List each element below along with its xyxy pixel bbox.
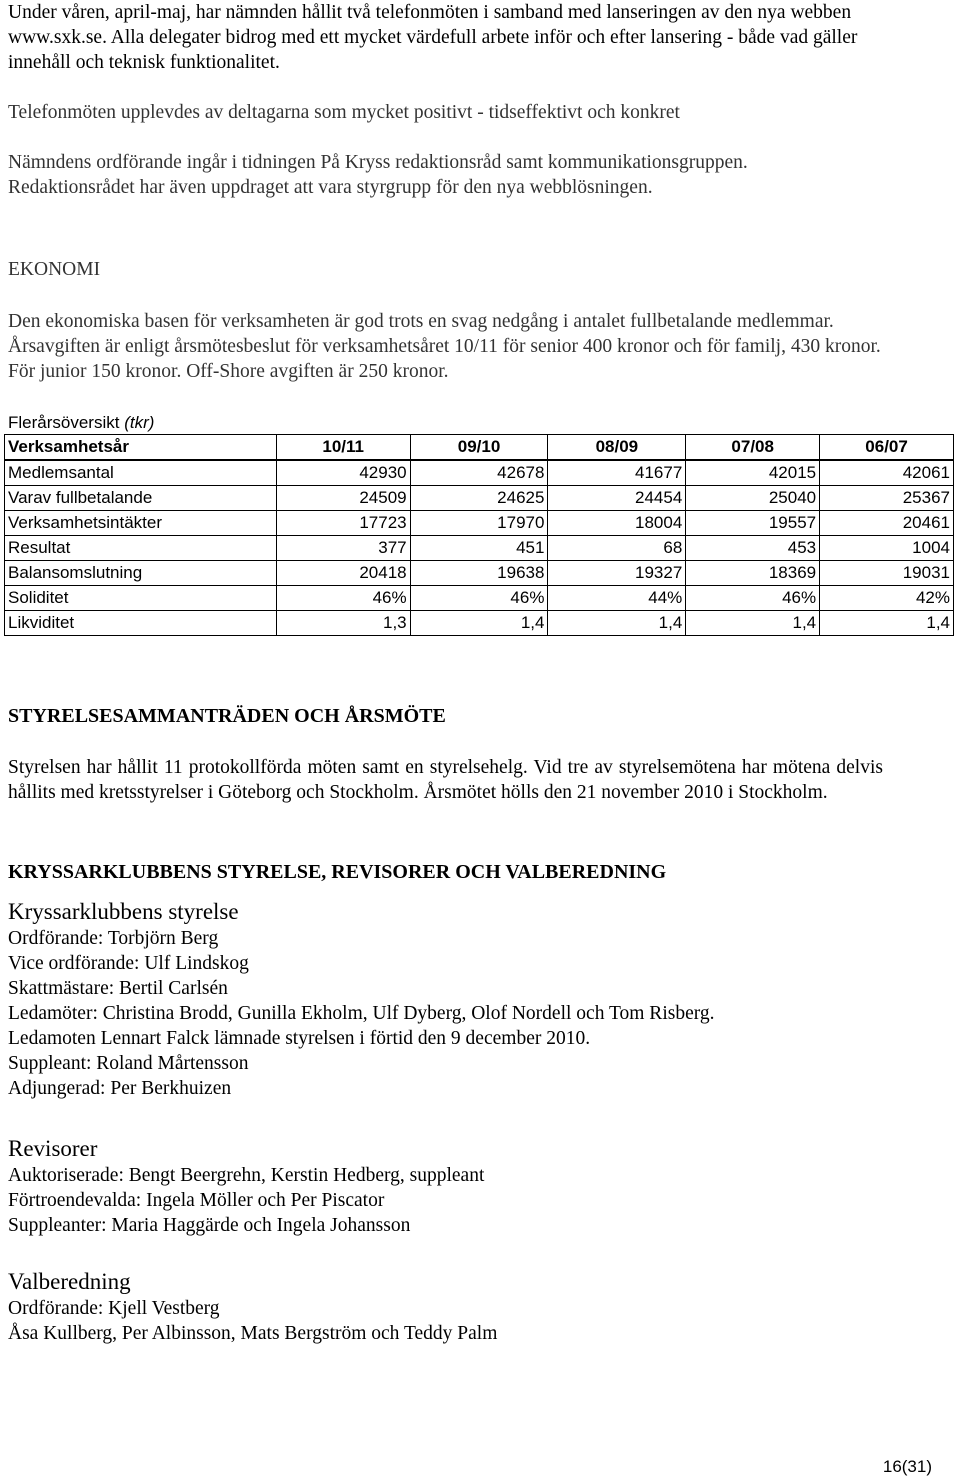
table-cell: 1,3 bbox=[276, 611, 410, 636]
styrelse-list bbox=[8, 926, 715, 1101]
intro-paragraph-1: Under våren, april-maj, har nämnden hållit två telefonmöten i samband med lanseringen av den nya webben www.sxk.se. Alla delegater bidrog med ett mycket värdefull arbete inför och efter lansering - både vad gäller innehåll och teknisk funktionalitet. bbox=[8, 2, 858, 73]
styrelse-line: Ledamoten Lennart Falck lämnade styrelsen i förtid den 9 december 2010. bbox=[8, 1028, 591, 1049]
table-cell: 17723 bbox=[276, 511, 410, 536]
table-cell: 377 bbox=[276, 536, 410, 561]
table-cell: 25040 bbox=[686, 486, 820, 511]
table-cell: 18004 bbox=[548, 511, 686, 536]
table-cell: 44% bbox=[548, 586, 686, 611]
page-number: 16(31) bbox=[882, 1457, 932, 1476]
table-row bbox=[5, 536, 954, 561]
valberedning-title: Valberedning bbox=[8, 1269, 131, 1294]
valberedning-list bbox=[8, 1296, 497, 1346]
table-cell: 42061 bbox=[820, 461, 954, 486]
table-cell: 46% bbox=[686, 586, 820, 611]
table-cell: 42930 bbox=[276, 461, 410, 486]
row-label: Verksamhetsintäkter bbox=[5, 511, 277, 536]
kryssarklubben-heading: KRYSSARKLUBBENS STYRELSE, REVISORER OCH VALBEREDNING bbox=[8, 861, 667, 883]
row-label: Balansomslutning bbox=[5, 561, 277, 586]
table-row bbox=[5, 561, 954, 586]
styrelse-line: Adjungerad: Per Berkhuizen bbox=[8, 1078, 232, 1099]
table-cell: 18369 bbox=[686, 561, 820, 586]
table-cell: 19557 bbox=[686, 511, 820, 536]
table-cell: 451 bbox=[410, 536, 548, 561]
table-row bbox=[5, 586, 954, 611]
table-row bbox=[5, 461, 954, 486]
table-cell: 453 bbox=[686, 536, 820, 561]
table-cell: 1,4 bbox=[410, 611, 548, 636]
intro-paragraph-3a: Nämndens ordförande ingår i tidningen På Kryss redaktionsråd samt kommunikationsgruppen. bbox=[8, 152, 748, 173]
table-title-text: Flerårsöversikt bbox=[8, 413, 120, 432]
revisorer-line: Förtroendevalda: Ingela Möller och Per Piscator bbox=[8, 1190, 385, 1211]
table-cell: 19031 bbox=[820, 561, 954, 586]
row-label: Varav fullbetalande bbox=[5, 486, 277, 511]
ekonomi-heading: EKONOMI bbox=[8, 259, 101, 280]
intro-paragraph-2: Telefonmöten upplevdes av deltagarna som mycket positivt - tidseffektivt och konkret bbox=[8, 102, 680, 123]
header-cell: 10/11 bbox=[276, 435, 410, 460]
table-title bbox=[8, 412, 154, 434]
table-unit: (tkr) bbox=[124, 413, 155, 432]
valberedning-line: Ordförande: Kjell Vestberg bbox=[8, 1298, 220, 1319]
ekonomi-text: Den ekonomiska basen för verksamheten är god trots en svag nedgång i antalet fullbetalande medlemmar. Årsavgiften är enligt årsmötesbeslut för verksamhetsåret 10/11 för senior 400 kronor och för familj, 430 kronor. För junior 150 kronor. Off-Shore avgiften är 250 kronor. bbox=[8, 311, 881, 382]
table-row bbox=[5, 511, 954, 536]
multi-year-table bbox=[4, 434, 954, 636]
styrelse-moten-text: Styrelsen har hållit 11 protokollförda möten samt en styrelsehelg. Vid tre av styrelsemötena har mötena delvis hållits med kretsstyrelser i Göteborg och Stockholm. Årsmötet hölls den 21 november 2010 i Stockholm. bbox=[8, 757, 883, 803]
valberedning-line: Åsa Kullberg, Per Albinsson, Mats Bergström och Teddy Palm bbox=[8, 1323, 498, 1344]
table-cell: 19327 bbox=[548, 561, 686, 586]
row-label: Resultat bbox=[5, 536, 277, 561]
revisorer-title: Revisorer bbox=[8, 1136, 98, 1161]
table-cell: 42678 bbox=[410, 461, 548, 486]
table-cell: 42015 bbox=[686, 461, 820, 486]
table-cell: 19638 bbox=[410, 561, 548, 586]
header-cell: 07/08 bbox=[686, 435, 820, 460]
intro-paragraph-3b: Redaktionsrådet har även uppdraget att vara styrgrupp för den nya webblösningen. bbox=[8, 177, 653, 198]
table-cell: 1004 bbox=[820, 536, 954, 561]
header-cell: 09/10 bbox=[410, 435, 548, 460]
styrelse-line: Ordförande: Torbjörn Berg bbox=[8, 928, 219, 949]
table-cell: 17970 bbox=[410, 511, 548, 536]
table-cell: 1,4 bbox=[548, 611, 686, 636]
table-cell: 68 bbox=[548, 536, 686, 561]
table-cell: 41677 bbox=[548, 461, 686, 486]
header-cell: 08/09 bbox=[548, 435, 686, 460]
styrelse-title: Kryssarklubbens styrelse bbox=[8, 899, 239, 924]
revisorer-line: Suppleanter: Maria Haggärde och Ingela Johansson bbox=[8, 1215, 411, 1236]
table-cell: 1,4 bbox=[686, 611, 820, 636]
styrelse-line: Skattmästare: Bertil Carlsén bbox=[8, 978, 228, 999]
table-row bbox=[5, 611, 954, 636]
styrelse-line: Suppleant: Roland Mårtensson bbox=[8, 1053, 249, 1074]
styrelse-line: Vice ordförande: Ulf Lindskog bbox=[8, 953, 249, 974]
table-cell: 25367 bbox=[820, 486, 954, 511]
table-cell: 46% bbox=[276, 586, 410, 611]
revisorer-list bbox=[8, 1163, 484, 1238]
table-row bbox=[5, 486, 954, 511]
header-cell: 06/07 bbox=[820, 435, 954, 460]
table-cell: 20418 bbox=[276, 561, 410, 586]
table-cell: 24625 bbox=[410, 486, 548, 511]
row-label: Likviditet bbox=[5, 611, 277, 636]
table-cell: 46% bbox=[410, 586, 548, 611]
table-cell: 24509 bbox=[276, 486, 410, 511]
table-header-row bbox=[5, 435, 954, 460]
table-cell: 42% bbox=[820, 586, 954, 611]
revisorer-line: Auktoriserade: Bengt Beergrehn, Kerstin Hedberg, suppleant bbox=[8, 1165, 485, 1186]
header-cell: Verksamhetsår bbox=[5, 435, 277, 460]
styrelse-line: Ledamöter: Christina Brodd, Gunilla Ekholm, Ulf Dyberg, Olof Nordell och Tom Risberg. bbox=[8, 1003, 715, 1024]
row-label: Medlemsantal bbox=[5, 461, 277, 486]
table-cell: 1,4 bbox=[820, 611, 954, 636]
table-cell: 24454 bbox=[548, 486, 686, 511]
table-cell: 20461 bbox=[820, 511, 954, 536]
styrelse-moten-heading: STYRELSESAMMANTRÄDEN OCH ÅRSMÖTE bbox=[8, 705, 446, 727]
row-label: Soliditet bbox=[5, 586, 277, 611]
